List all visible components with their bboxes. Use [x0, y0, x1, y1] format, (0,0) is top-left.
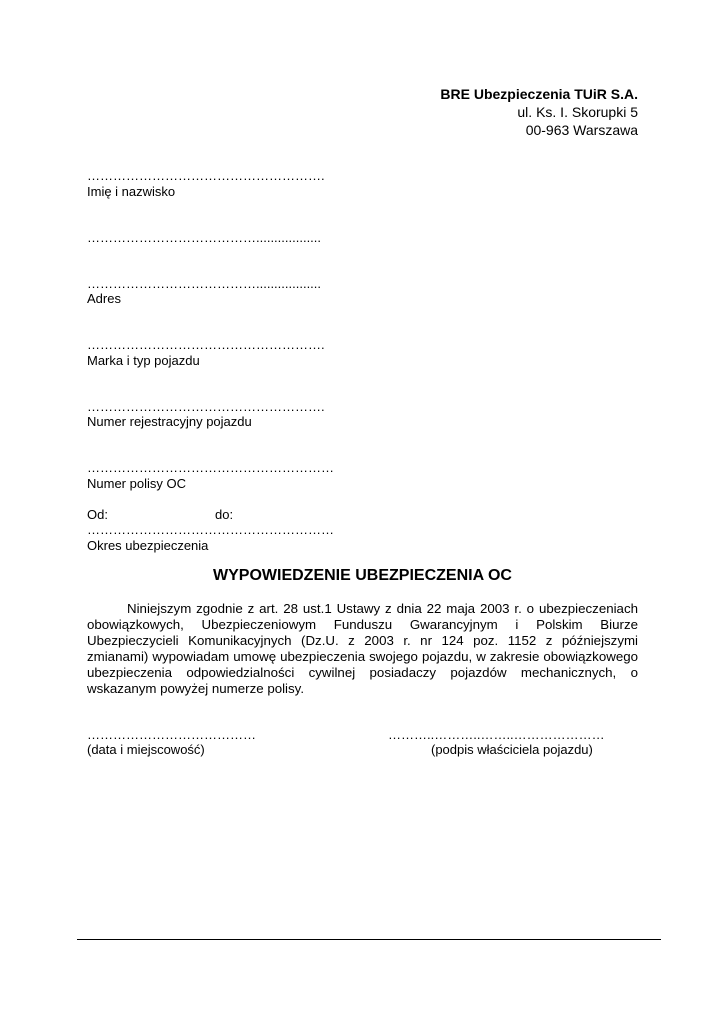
body-paragraph [87, 601, 638, 697]
owner-signature-fill-line[interactable]: ………..………..……..………………… [388, 727, 605, 742]
owner-signature-label: (podpis właściciela pojazdu) [431, 742, 593, 757]
period-from-label: Od: [87, 507, 108, 522]
document-title: WYPOWIEDZENIE UBEZPIECZENIA OC [213, 567, 512, 584]
vehicle-fill-line[interactable]: ………………………………………………. [87, 337, 325, 352]
footer-divider [77, 939, 661, 940]
address-fill-line-2[interactable]: ………………………………….................. [87, 276, 322, 291]
name-fill-line[interactable]: ………………………………………………. [87, 168, 325, 183]
policy-fill-line[interactable]: ………………………………………………… [87, 460, 334, 475]
recipient-company: BRE Ubezpieczenia TUiR S.A. [440, 86, 638, 102]
registration-label: Numer rejestracyjny pojazdu [87, 414, 252, 429]
vehicle-label: Marka i typ pojazdu [87, 353, 200, 368]
period-label: Okres ubezpieczenia [87, 538, 209, 553]
registration-fill-line[interactable]: ………………………………………………. [87, 399, 325, 414]
address-label: Adres [87, 291, 121, 306]
name-label: Imię i nazwisko [87, 184, 176, 199]
date-label: (data i miejscowość) [87, 742, 205, 757]
recipient-city: 00-963 Warszawa [525, 122, 638, 138]
recipient-street: ul. Ks. I. Skorupki 5 [517, 104, 638, 120]
recipient-address [440, 85, 638, 139]
policy-label: Numer polisy OC [87, 476, 186, 491]
body-text: Niniejszym zgodnie z art. 28 ust.1 Ustawy z dnia 22 maja 2003 r. o ubezpieczeniach obowiązkowych, Ubezpieczeniowym Funduszu Gwarancyjnym i Polskim Biurze Ubezpieczycieli Komunikacyjnych (Dz.U. z 2003 r. nr 124 poz. 1152 z późniejszymi zmianami) wypowiadam umowę ubezpieczenia swojego pojazdu, w zakresie obowiązkowego ubezpieczenia odpowiedzialności cywilnej posiadaczy pojazdów mechanicznych, o wskazanym powyżej numerze polisy. [87, 601, 638, 696]
address-fill-line-1[interactable]: ………………………………….................. [87, 230, 322, 245]
date-fill-line[interactable]: ………………………………… [87, 727, 256, 742]
period-fill-line[interactable]: ………………………………………………… [87, 522, 334, 537]
period-to-label: do: [215, 507, 234, 522]
